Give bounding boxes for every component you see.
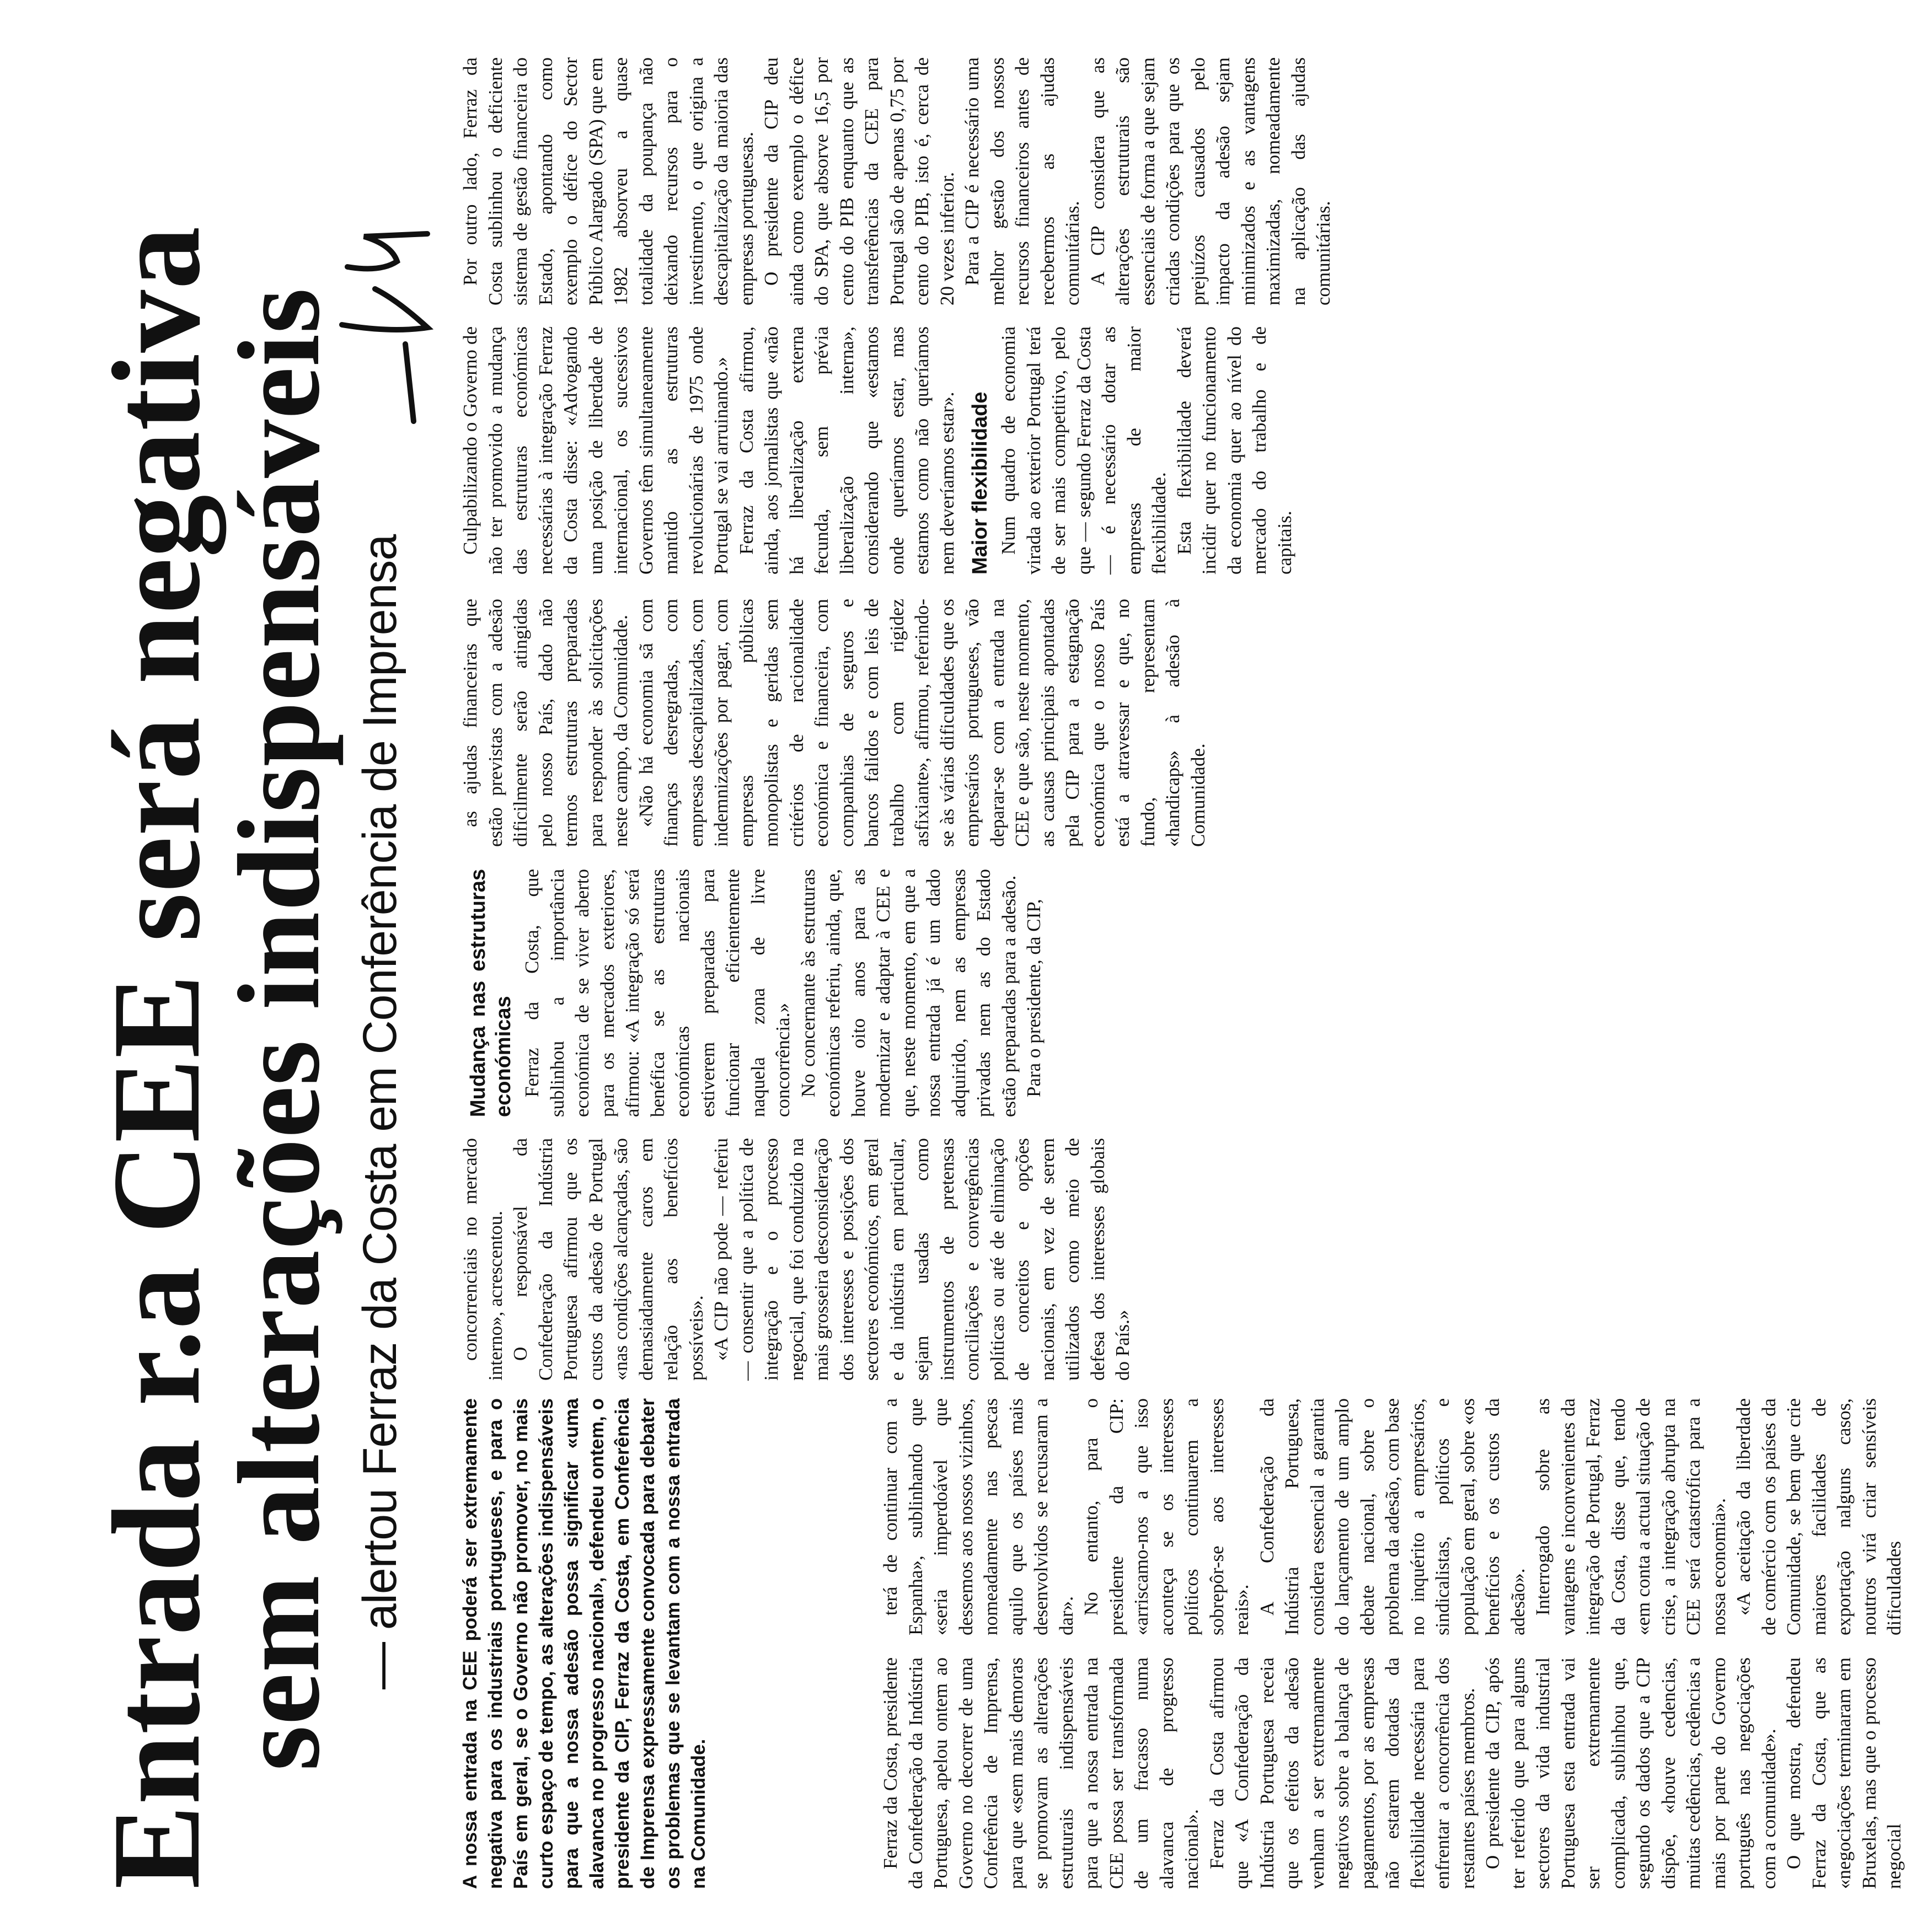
- paragraph: Num quadro de economia virada ao exterior Portugal terá de ser mais competitivo, pelo que — segundo Ferraz da Costa — é necessário dotar as empresas de maior flexibilidade.: [998, 326, 1170, 575]
- headline-line-1: Entrada r.a CEE será negativa: [87, 226, 226, 1889]
- handwritten-mark: [331, 217, 436, 427]
- paragraph: O presidente da CIP deu ainda como exemplo o défice do SPA, que absorve 16,5 por cento do PIB enquanto que as transferências da CEE para Portugal são de apenas 0,75 por cento do PIB, isto é, cerca de 20 vezes inferior.: [760, 57, 958, 305]
- paragraph: A Confederação da Indústria Portuguesa, considera essencial a garantia do lançamento de um amplo debate nacional, sobre o problema da adesão, com base no inquérito a empresários, sindicalistas, políticos e população em geral, sobre «os benefícios e os custos da adesão».: [1256, 1398, 1529, 1635]
- paragraph: Culpabilizando o Governo de não ter promovido a mudança das estruturas económicas necessárias à integração Ferraz da Costa disse: «Advogando uma posição de liberdade de internacional, os sucessivos Governos têm simultaneamente mantido as estruturas revolucionárias de 1975 onde Portugal se vai arruinando.»: [459, 326, 732, 575]
- paragraph: O responsável da Confederação da Indústria Portuguesa afirmou que os custos da adesão de Portugal «nas condições alcançadas, são demasiadamente caros em relação aos benefícios possíveis».: [510, 1138, 707, 1381]
- section-heading: Maior flexibilidade: [968, 391, 992, 575]
- lead-paragraph: [458, 1398, 711, 1889]
- paragraph: concorrenciais no mercado interno», acrescentou.: [459, 1138, 506, 1381]
- paragraph: Ferraz da Costa afirmou, ainda, aos jornalistas que «não há liberalização externa fecunda, sem prévia liberalização interna», considerando que «estamos onde queríamos estar, mas estamos como não queríamos nem deveríamos estar».: [735, 326, 958, 575]
- section-heading: Mudança nas estruturas económicas: [467, 869, 515, 1117]
- headline-line-2: sem alterações indispensáveis: [214, 287, 344, 1771]
- paragraph: Esta flexibilidade deverá incidir quer no funcionamento da economia quer ao nível do mercado do trabalho e de capitais.: [1173, 326, 1295, 575]
- paragraph: «Não há economia sã com finanças desregradas, com empresas descapitalizadas, com indemnizações por pagar, com empresas públicas monopolistas e geridas sem critérios de racionalidade económica e financeira, com companhias de seguros e bancos falidos e com leis de trabalho com rigidez asfixiante», afirmou, referindo-se às várias dificuldades que os empresários portugueses, vão deparar-se com a entrada na CEE e que são, neste momento, as causas principais apontadas pela CIP para a estagnação económica que o nosso País está a atravessar e que, no fundo, representam «handicaps» à adesão à Comunidade.: [635, 599, 1209, 847]
- paragraph: Para a CIP é necessário uma melhor gestão dos nossos recursos financeiros antes de recebermos as ajudas comunitárias.: [961, 57, 1083, 305]
- paragraph: No concernante às estruturas económicas referiu, ainda, que, houve oito anos para as modernizar e adaptar à CEE e que, neste momento, em que a nossa entrada já é um dado adquirido, nem as empresas privadas nem as do Estado estão preparadas para a adesão.: [797, 869, 1020, 1117]
- paragraph: Interrogado sobre as vantagens e inconvenientes da integração de Portugal, Ferraz da Costa, disse que, tendo «em conta a actual situação de crise, a integração abrupta na CEE será catastrófica para a nossa economia».: [1532, 1398, 1729, 1635]
- paragraph: Ferraz da Costa, que sublinhou a importância económica de se viver aberto para os mercados exteriores, afirmou: «A integração só será benéfica se as estruturas económicas nacionais estiverem preparadas para funcionar eficientemente naquela zona de livre concorrência.»: [521, 869, 794, 1117]
- column-1: [878, 1657, 1907, 1889]
- paragraph: «A aceitação da liberdade de comércio com os países da Comunidade, se bem que crie maiores facilidades de exportação nalguns casos, noutros virá criar sensíveis dificuldades: [1733, 1398, 1905, 1635]
- column-3: [458, 1138, 1135, 1381]
- paragraph: Ferraz da Costa afirmou que «A Confederação da Indústria Portuguesa receia que os efeitos da adesão venham a ser extremamente negativos sobre a balança de pagamentos, por as empresas não estarem dotadas da flexibilidade necessária para enfrentar a concorrência dos restantes países membros.: [1206, 1657, 1479, 1889]
- lead-text: A nossa entrada na CEE poderá ser extremamente negativa para os industriais portugueses, e para o País em geral, se o Governo não promover, no mais curto espaço de tempo, as alterações indispensáveis para que a nossa adesão possa significar «uma alavanca no progresso nacional», defendeu ontem, o presidente da CIP, Ferraz da Costa, em Conferência de Imprensa expressamente convocada para debater os problemas que se levantam com a nossa entrada na Comunidade.: [459, 1398, 709, 1889]
- headline-subtitle: — alertou Ferraz da Costa em Conferência de Imprensa: [353, 534, 406, 1689]
- paragraph: terá de continuar com a Espanha», sublinhando que «seria imperdoável que dessemos aos nossos vizinhos, nomeadamente nas pescas aquilo que os países mais desenvolvidos se recusaram a dar».: [880, 1398, 1077, 1635]
- paragraph: O que mostra, defendeu Ferraz da Costa, que as «negociações terminaram em Bruxelas, mas que o processo negocial: [1783, 1657, 1905, 1889]
- paragraph: A CIP considera que as alterações estruturais são essenciais de forma a que sejam criadas condições para que os prejuízos causados pelo impacto da adesão sejam minimizados e as vantagens maximizadas, nomeadamente na aplicação das ajudas comunitárias.: [1086, 57, 1334, 305]
- paragraph: Por outro lado, Ferraz da Costa sublinhou o deficiente sistema de gestão financeira do Estado, apontando como exemplo o défice do Sector Público Alargado (SPA) que em 1982 absorveu a quase totalidade da poupança não deixando recursos para o investimento, o que origina a descapitalização da maioria das empresas portuguesas.: [459, 57, 757, 305]
- paragraph: «A CIP não pode — referiu — consentir que a política de integração e o processo negocial, que foi conduzido na mais grosseira desconsideração dos interesses e posições dos sectores económicos, em geral e da indústria em particular, sejam usadas como instrumentos de pretensas conciliações e convergências políticas ou até de eliminação de conceitos e opções nacionais, em vez de serem utilizados como meio de defesa dos interesses globais do País.»: [710, 1138, 1133, 1381]
- column-7: [458, 57, 1336, 305]
- paragraph: No entanto, para o presidente da CIP: «arriscamo-nos a que isso aconteça se os interesses políticos continuarem a sobrepôr-se aos interesses reais».: [1080, 1398, 1252, 1635]
- column-4: [458, 869, 1047, 1117]
- paragraph: O presidente da CIP, após ter referido que para alguns sectores da vida industrial Portuguesa esta entrada vai ser extremamente complicada, sublinhou que, segundo os dados que a CIP dispõe, «houve cedencias, muitas cedências, cedências a mais por parte do Governo português nas negociações com a comunidade».: [1482, 1657, 1780, 1889]
- paragraph: Ferraz da Costa, presidente da Confederação da Indústria Portuguesa, apelou ontem ao Governo no decorrer de uma Conferência de Imprensa, para que «sem mais demoras se promovam as alterações estruturais indispensáveis para que a nossa entrada na CEE possa ser transformada de um fracasso numa alavanca de progresso nacional».: [880, 1657, 1202, 1889]
- column-2: [878, 1398, 1907, 1635]
- column-5: [458, 599, 1210, 847]
- column-6: [458, 326, 1297, 575]
- paragraph: as ajudas financeiras que estão previstas com a adesão dificilmente serão atingidas pelo nosso País, dado não termos estruturas preparadas para responder às solicitações neste campo, da Comunidade.: [459, 599, 631, 847]
- paragraph: Para o presidente, da CIP,: [1023, 899, 1044, 1097]
